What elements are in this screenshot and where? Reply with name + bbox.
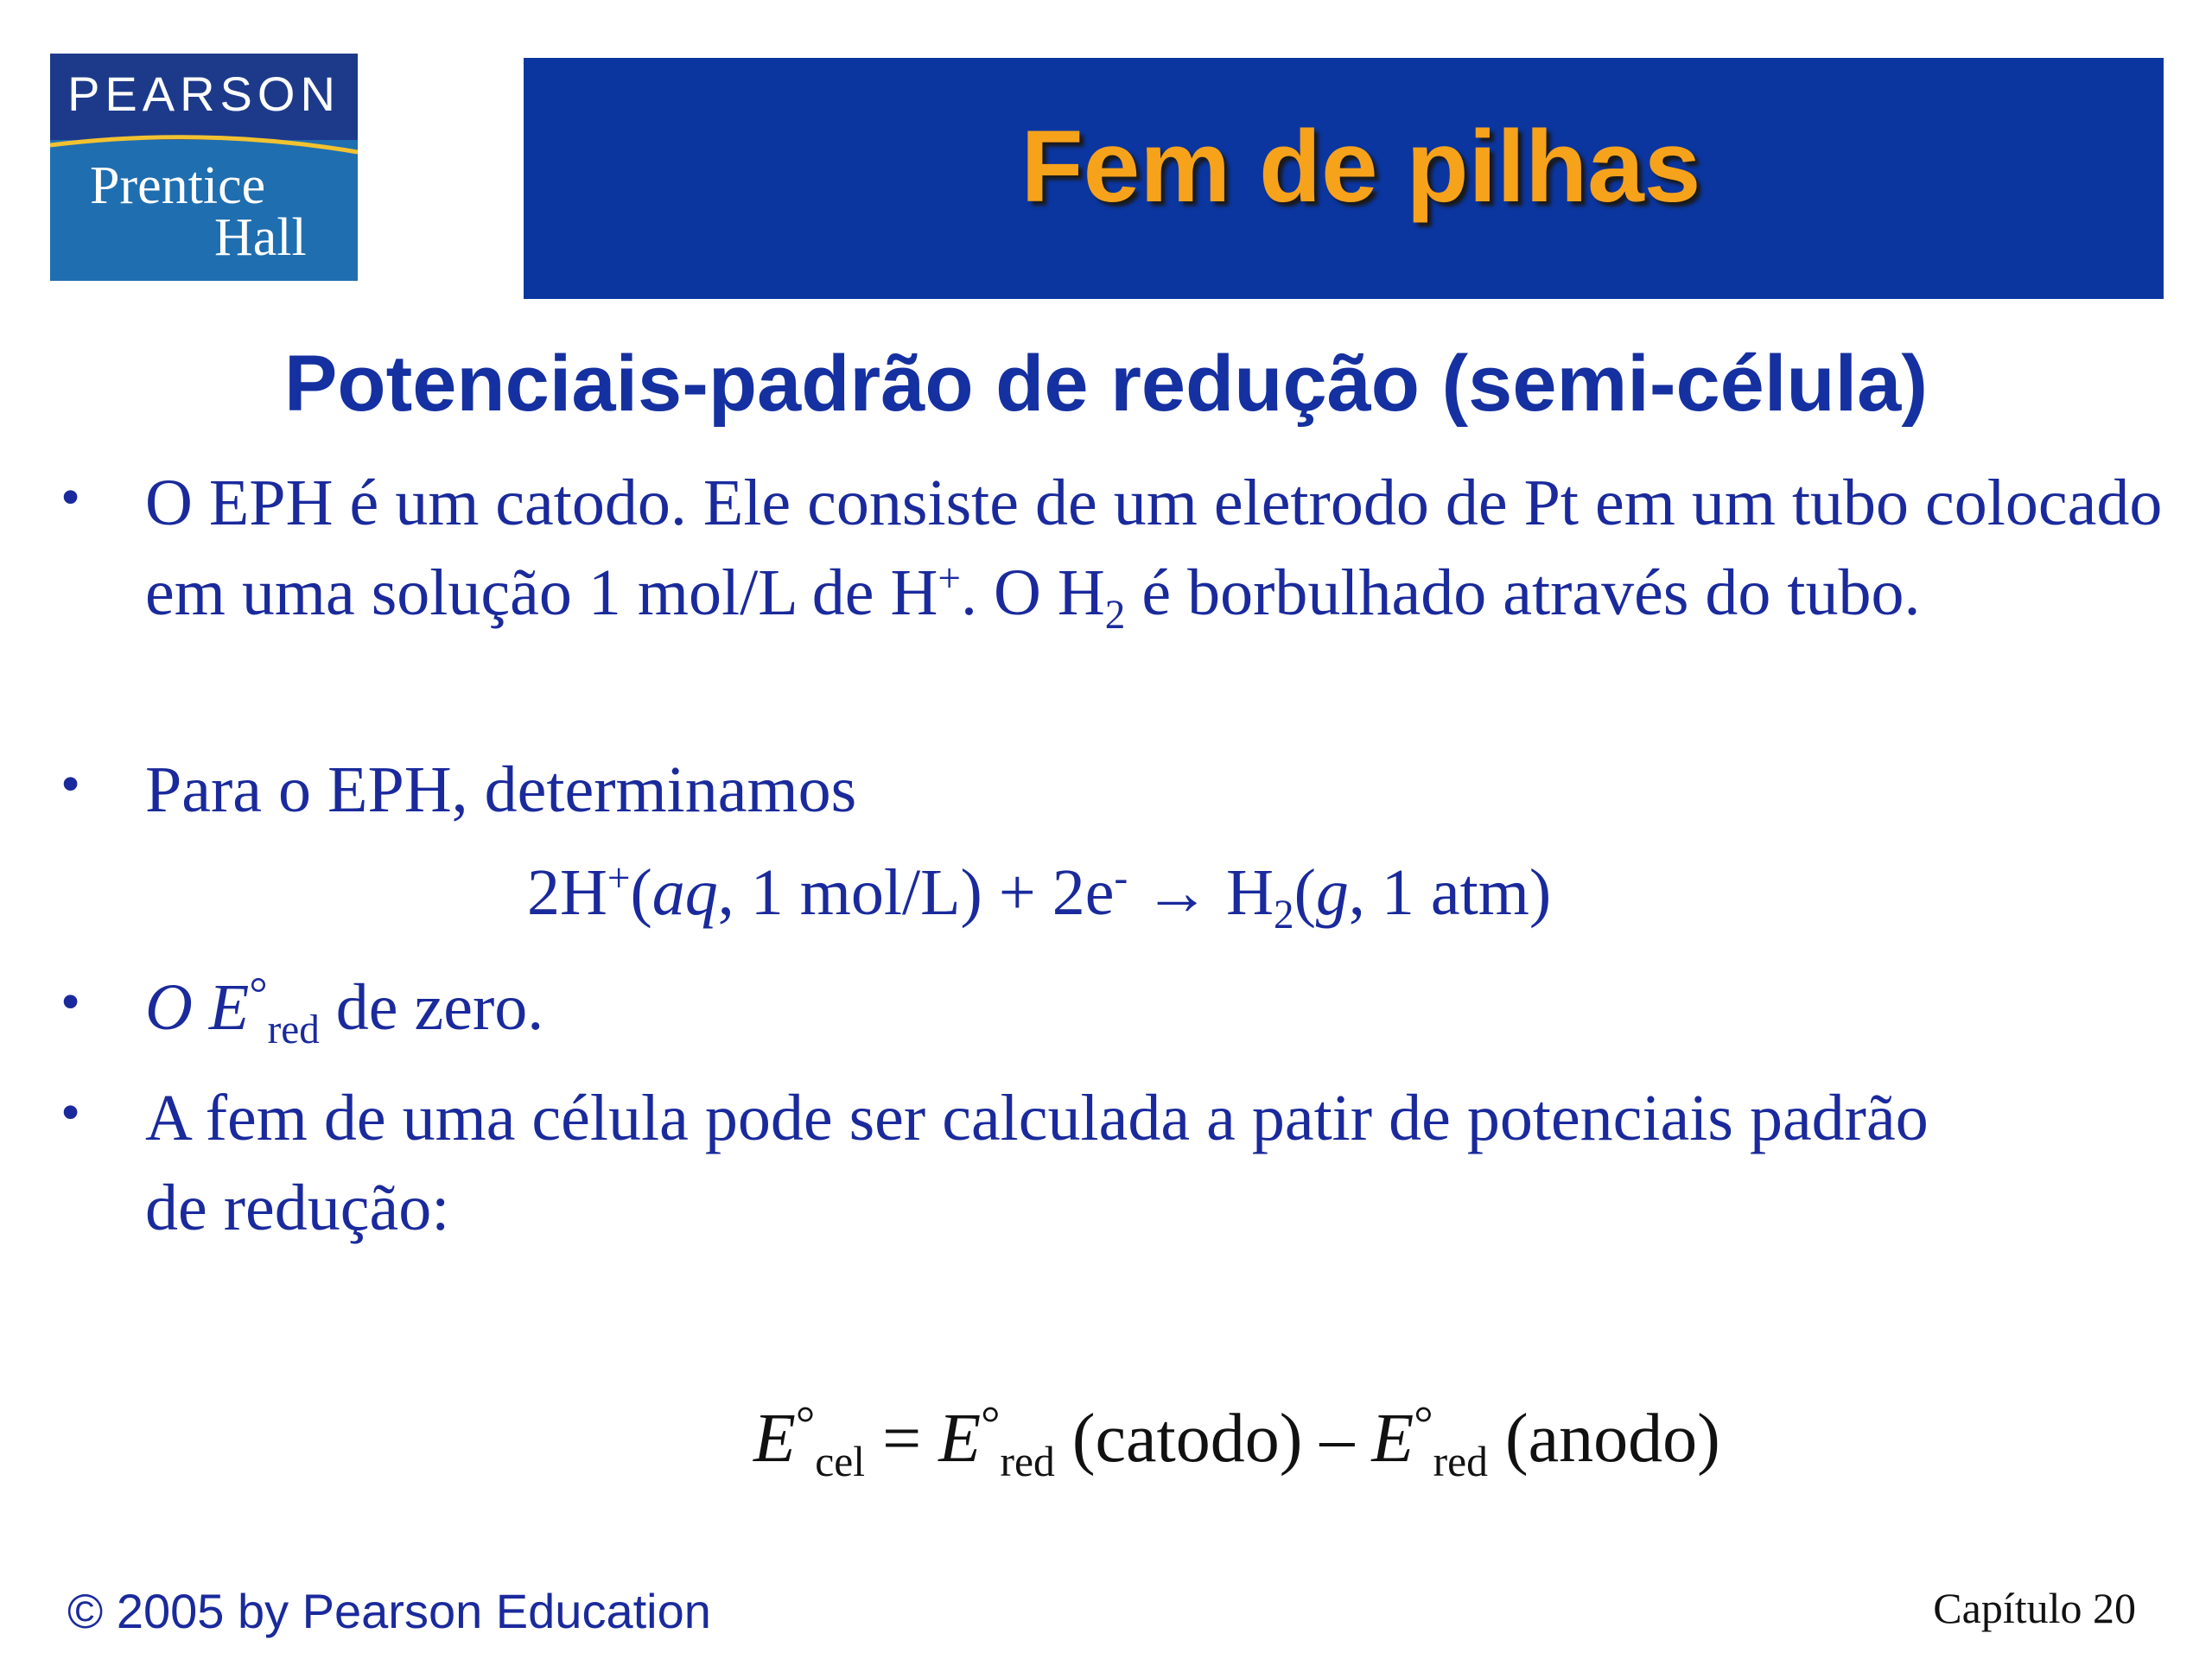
eq2-part: (anodo) bbox=[1487, 1401, 1720, 1477]
bullet-1-sub: 2 bbox=[1104, 593, 1126, 639]
eq2-part: (catodo) – bbox=[1054, 1401, 1372, 1477]
bullet-marker: • bbox=[60, 753, 81, 816]
bullet-1-part-c: é borbulhado através do tubo. bbox=[1125, 556, 1921, 629]
bullet-1-part-b: . O H bbox=[961, 556, 1105, 629]
cell-emf-equation bbox=[753, 1396, 1720, 1485]
degree-symbol: ° bbox=[249, 968, 268, 1020]
slide-subtitle: Potenciais-padrão de redução (semi-célula) bbox=[284, 340, 1928, 428]
eq1-italic: aq bbox=[652, 856, 718, 929]
degree-symbol: ° bbox=[981, 1396, 1001, 1451]
degree-symbol: ° bbox=[795, 1396, 816, 1451]
eq1-arrow: → H bbox=[1128, 856, 1274, 929]
eq1-sup: + bbox=[607, 855, 631, 901]
bullet-marker: • bbox=[60, 466, 81, 529]
eq1-sub: 2 bbox=[1274, 893, 1294, 938]
bullet-3-text bbox=[145, 963, 2167, 1059]
bullet-marker: • bbox=[60, 970, 81, 1033]
bullet-marker: • bbox=[60, 1081, 81, 1144]
eq2-sub: red bbox=[1000, 1438, 1055, 1485]
eq1-part: ( bbox=[630, 856, 652, 929]
eq1-sup: - bbox=[1114, 855, 1128, 901]
degree-symbol: ° bbox=[1414, 1396, 1433, 1451]
eq1-part: ( bbox=[1294, 856, 1316, 929]
bullet-1-part-a: O EPH é um catodo. Ele consiste de um eletrodo de Pt em um tubo colocado em uma solução 1 mol/L de H bbox=[145, 467, 2163, 629]
eq1-italic: g bbox=[1315, 856, 1349, 929]
slide-title: Fem de pilhas bbox=[1020, 110, 1701, 224]
logo-wordmark: PEARSON bbox=[67, 67, 340, 121]
pearson-prentice-hall-logo bbox=[50, 54, 358, 281]
eq1-part: , 1 mol/L) + 2e bbox=[717, 856, 1115, 929]
bullet-1-text bbox=[145, 458, 2167, 638]
logo-line-hall: Hall bbox=[214, 208, 307, 267]
eq2-e: E bbox=[753, 1401, 796, 1477]
title-bar bbox=[524, 58, 2164, 299]
eq1-part: , 1 atm) bbox=[1348, 856, 1552, 929]
bullet-3-sub: red bbox=[267, 1007, 320, 1053]
eq2-part: = bbox=[865, 1401, 939, 1477]
bullet-3-italic: O bbox=[145, 971, 193, 1044]
bullet-2-text: Para o EPH, determinamos bbox=[145, 753, 857, 826]
eq2-e: E bbox=[938, 1401, 982, 1477]
eq2-sub: cel bbox=[815, 1438, 866, 1485]
footer-copyright: © 2005 by Pearson Education bbox=[67, 1584, 711, 1638]
eq2-e: E bbox=[1371, 1401, 1414, 1477]
footer-chapter: Capítulo 20 bbox=[1933, 1584, 2136, 1632]
logo-line-prentice: Prentice bbox=[90, 156, 266, 215]
bullet-3-rest: de zero. bbox=[319, 971, 544, 1044]
bullet-4-text: A fem de uma célula pode ser calculada a patir de potenciais padrão de redução: bbox=[145, 1082, 1929, 1244]
eq2-sub: red bbox=[1433, 1438, 1488, 1485]
bullet-1-sup: + bbox=[938, 556, 961, 601]
eq1-part: 2H bbox=[527, 856, 607, 929]
hydrogen-reduction-equation bbox=[527, 855, 1552, 938]
bullet-3-italic: E bbox=[208, 971, 250, 1044]
